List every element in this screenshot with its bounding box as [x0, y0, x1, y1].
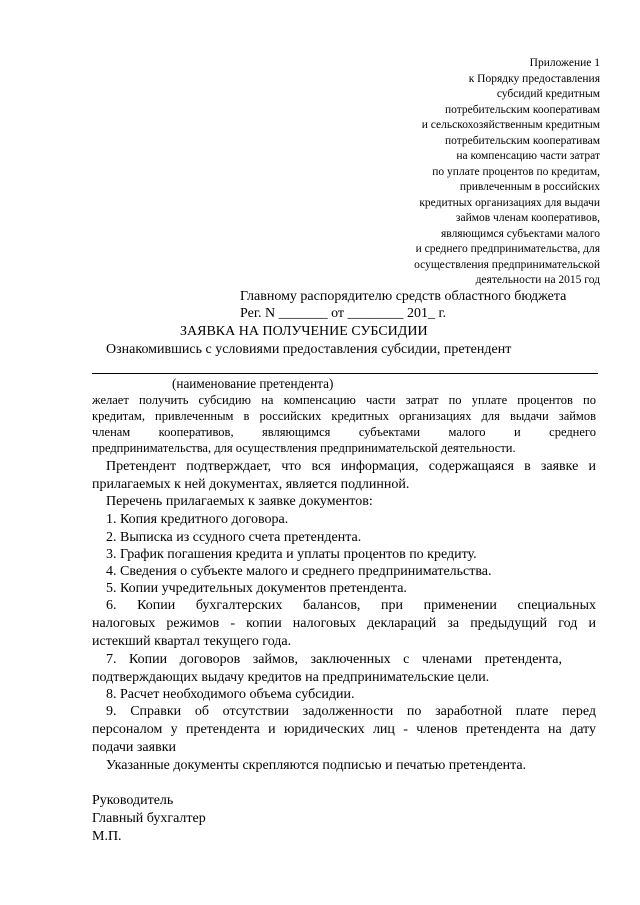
list-item-7-cont: подтверждающих выдачу кредитов на предпринимательские цели. — [92, 670, 490, 685]
purpose-line: предпринимательства, для осуществления предпринимательской деятельности. — [92, 441, 516, 455]
purpose-line: кредитам, привлеченным в российских кредитных организациях для выдачи займов — [92, 409, 596, 423]
addressee: Главному распорядителю средств областного бюджета — [240, 289, 567, 304]
applicant-name-line — [92, 373, 598, 374]
closing-line: Указанные документы скрепляются подписью и печатью претендента. — [106, 758, 527, 773]
appendix-line: потребительским кооперативам — [444, 134, 600, 147]
list-item-9-cont: подачи заявки — [92, 740, 176, 755]
appendix-line: субсидий кредитным — [496, 88, 600, 100]
list-item-3: 3. График погашения кредита и уплаты процентов по кредиту. — [106, 547, 477, 562]
purpose-line: членам кооперативов, являющимся субъектами малого и среднего — [92, 425, 596, 439]
confirm-line: прилагаемых к ней документах, является подлинной. — [92, 477, 410, 492]
appendix-block — [414, 56, 600, 289]
appendix-line: являющимся субъектами малого — [441, 227, 600, 240]
list-item-2: 2. Выписка из ссудного счета претендента. — [106, 530, 362, 545]
appendix-line: потребительским кооперативам — [444, 103, 600, 116]
appendix-line: займов членам кооперативов, — [455, 212, 600, 224]
list-item-9: 9. Справки об отсутствии задолженности по заработной плате перед — [106, 704, 596, 719]
list-item-6-cont: истекший квартал текущего года. — [92, 634, 292, 649]
appendix-line: деятельности на 2015 год — [475, 274, 600, 286]
list-item-6-cont: налоговых режимов - копии налоговых деклараций за предыдущий год и — [92, 616, 596, 631]
applicant-caption: (наименование претендента) — [172, 376, 334, 391]
signature-accountant: Главный бухгалтер — [92, 811, 206, 826]
purpose-line: желает получить субсидию на компенсацию части затрат по уплате процентов по — [92, 393, 596, 407]
document-title: ЗАЯВКА НА ПОЛУЧЕНИЕ СУБСИДИИ — [180, 324, 428, 339]
appendix-line: осуществления предпринимательской — [414, 258, 600, 271]
appendix-line: и сельскохозяйственным кредитным — [421, 119, 600, 131]
registration-line: Рег. N _______ от ________ 201_ г. — [240, 306, 447, 321]
appendix-line: по уплате процентов по кредитам, — [432, 165, 600, 178]
appendix-line: привлеченным в российских — [459, 181, 600, 193]
appendix-line: и среднего предпринимательства, для — [415, 243, 600, 255]
appendix-line: кредитных организациях для выдачи — [419, 196, 600, 209]
list-heading: Перечень прилагаемых к заявке документов: — [106, 494, 373, 509]
list-item-1: 1. Копия кредитного договора. — [106, 512, 289, 527]
list-item-8: 8. Расчет необходимого объема субсидии. — [106, 687, 355, 702]
list-item-4: 4. Сведения о субъекте малого и среднего предпринимательства. — [106, 564, 492, 579]
seal-mark: М.П. — [92, 829, 122, 844]
list-item-7: 7. Копии договоров займов, заключенных с членами претендента, — [106, 652, 562, 667]
appendix-line: на компенсацию части затрат — [456, 150, 600, 162]
appendix-line: к Порядку предоставления — [468, 72, 600, 85]
confirm-line: Претендент подтверждает, что вся информация, содержащаяся в заявке и — [106, 459, 596, 474]
appendix-line: Приложение 1 — [529, 57, 600, 69]
list-item-9-cont: персоналом у претендента и юридических лиц - членов претендента на дату — [92, 722, 596, 737]
list-item-5: 5. Копии учредительных документов претендента. — [106, 581, 407, 596]
list-item-6: 6. Копии бухгалтерских балансов, при применении специальных — [106, 598, 596, 613]
intro-line: Ознакомившись с условиями предоставления субсидии, претендент — [106, 342, 512, 357]
signature-head: Руководитель — [92, 793, 174, 808]
